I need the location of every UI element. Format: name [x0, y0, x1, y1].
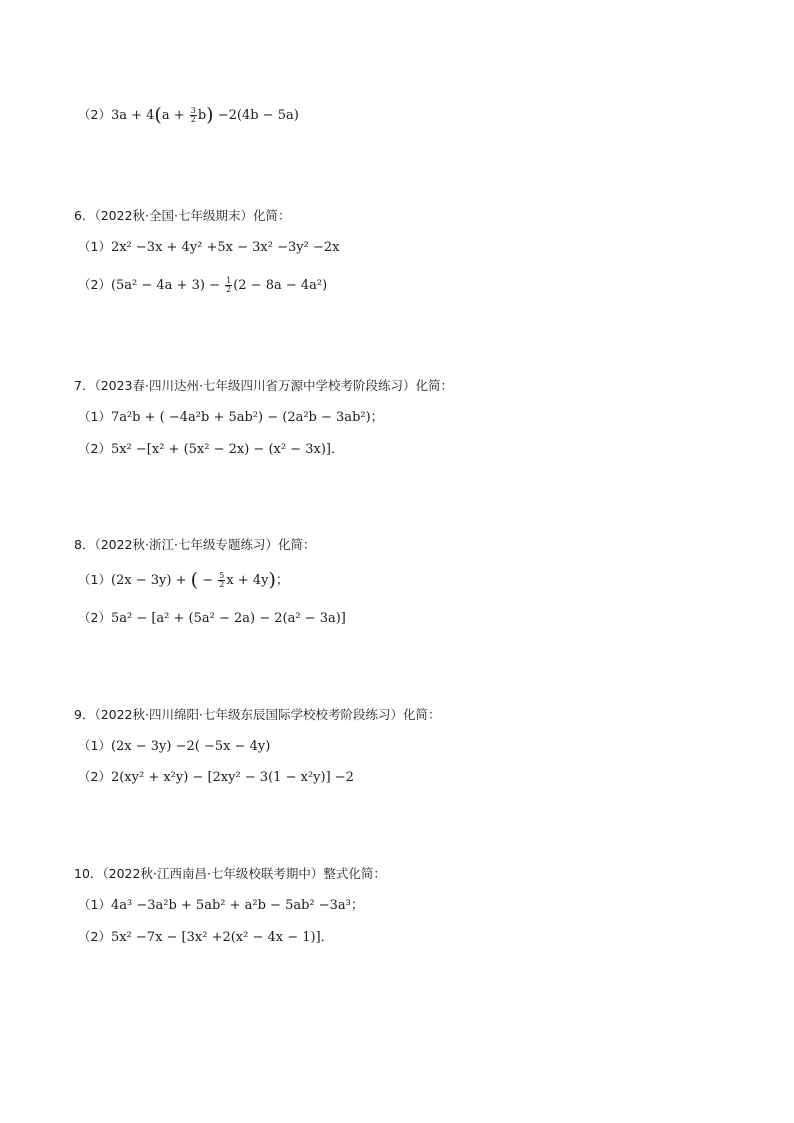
fraction: $\frac{1}{2}$	[226, 276, 232, 294]
math-expression: 3a + 4(a + $\frac{3}{2}$ b) −2(4b − 5a)	[110, 104, 299, 126]
problem-10-header	[74, 865, 386, 883]
problem-6-header	[74, 207, 290, 225]
math-expression: 7a²b + ( −4a²b + 5ab²) − (2a²b − 3ab²)；	[110, 410, 384, 425]
part-label: （2）	[78, 610, 111, 625]
problem-source: （2022秋·四川绵阳·七年级东辰国际学校校考阶段练习）化简：	[94, 707, 441, 722]
problem-source: （2022秋·全国·七年级期末）化简：	[94, 208, 291, 223]
part-label: （1）	[78, 897, 111, 912]
part-label: （2）	[78, 769, 111, 784]
problem-number: 9．	[74, 707, 95, 722]
problem-9-part-2	[78, 768, 354, 787]
problem-9-part-1	[78, 737, 270, 756]
fraction: $\frac{3}{2}$	[190, 106, 196, 124]
part-label: （2）	[78, 441, 111, 456]
math-expression: 2x² −3x + 4y² +5x − 3x² −3y² −2x	[110, 240, 340, 255]
math-expression: (2x − 3y) −2( −5x − 4y)	[110, 739, 271, 754]
part-label: （1）	[78, 239, 111, 254]
problem-6-part-2	[78, 276, 327, 295]
part-label: （2）	[78, 277, 111, 292]
problem-10-part-1	[78, 896, 364, 915]
problem-8-part-2	[78, 609, 346, 628]
part-label: （1）	[78, 738, 111, 753]
problem-number: 7．	[74, 378, 95, 393]
fraction: $\frac{5}{2}$	[219, 571, 225, 589]
problem-9-header	[74, 706, 440, 724]
problem-number: 8．	[74, 537, 95, 552]
math-expression: 4a³ −3a²b + 5ab² + a²b − 5ab² −3a³；	[110, 898, 364, 913]
math-expression: (2x − 3y) + ( − $\frac{5}{2}$ x + 4y)；	[110, 569, 289, 591]
problem-7-part-2	[78, 440, 344, 459]
problem-number: 6．	[74, 208, 95, 223]
problem-8-part-1	[78, 571, 289, 590]
problem-5-part-2	[78, 106, 299, 125]
math-expression: (5a² − 4a + 3) − $\frac{1}{2}$ (2 − 8a − 4a²)	[110, 276, 328, 294]
problem-number: 10．	[74, 866, 103, 881]
problem-8-header	[74, 536, 315, 554]
math-expression: 5x² −7x − [3x² +2(x² − 4x − 1)]．	[110, 930, 334, 945]
part-label: （2）	[78, 929, 111, 944]
part-label: （1）	[78, 572, 111, 587]
problem-6-part-1	[78, 238, 339, 257]
math-expression: 2(xy² + x²y) − [2xy² − 3(1 − x²y)] −2	[110, 770, 354, 785]
problem-source: （2023春·四川达州·七年级四川省万源中学校考阶段练习）化简：	[94, 378, 453, 393]
part-label: （1）	[78, 409, 111, 424]
problem-7-header	[74, 377, 453, 395]
problem-source: （2022秋·浙江·七年级专题练习）化简：	[94, 537, 316, 552]
problem-source: （2022秋·江西南昌·七年级校联考期中）整式化简：	[102, 866, 386, 881]
math-expression: 5a² − [a² + (5a² − 2a) − 2(a² − 3a)]	[110, 611, 346, 626]
problem-7-part-1	[78, 408, 384, 427]
problem-10-part-2	[78, 928, 334, 947]
part-label: （2）	[78, 107, 111, 122]
math-expression: 5x² −[x² + (5x² − 2x) − (x² − 3x)]．	[110, 442, 344, 457]
